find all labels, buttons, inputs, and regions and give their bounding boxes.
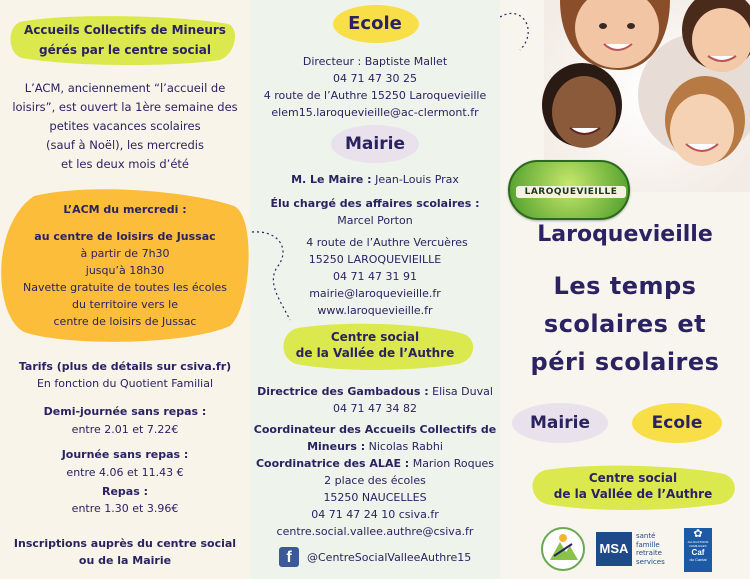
msa-line: famille xyxy=(636,540,660,549)
ecole-address: 4 route de l’Authre 15250 Laroquevieille xyxy=(263,89,487,102)
title-line-1: Les temps xyxy=(553,272,697,300)
mairie-tag: Mairie xyxy=(530,413,590,433)
panel-right xyxy=(500,0,750,579)
meal-price: entre 1.30 et 3.96€ xyxy=(71,502,179,515)
day-price: entre 4.06 et 11.43 € xyxy=(66,466,184,479)
facebook-icon[interactable]: f xyxy=(279,547,299,567)
cs-address-1: 2 place des écoles xyxy=(324,474,426,487)
mairie-address-2: 15250 LAROQUEVIEILLE xyxy=(308,253,442,266)
msa-line: santé xyxy=(636,532,656,540)
msa-icon: MSA xyxy=(596,532,632,566)
mairie-address-1: 4 route de l’Authre Vercuères xyxy=(306,236,468,249)
msa-logo xyxy=(596,530,670,570)
inscriptions: Inscriptions auprès du centre social ou de la Mairie xyxy=(13,537,237,567)
maire-line: M. Le Maire : Jean-Louis Prax xyxy=(291,173,459,186)
laroquevieille-logo xyxy=(508,160,630,220)
panel-middle xyxy=(250,0,500,579)
centre-social-title: Centre social de la Vallée de l’Authre xyxy=(295,330,455,360)
msa-line: services xyxy=(636,557,665,566)
dotted-swirl xyxy=(250,230,310,330)
ecole-title: Ecole xyxy=(348,13,402,34)
tarifs-subtitle: En fonction du Quotient Familial xyxy=(36,377,214,390)
ecole-tag: Ecole xyxy=(651,413,703,433)
acm-intro: L’ACM, anciennement “l’accueil de loisirs”, est ouvert la 1ère semaine des petites vacances scolaires (sauf à Noël), les mercredis et les deux mois d’été xyxy=(12,81,238,171)
caf-line: du Cantal xyxy=(689,557,707,562)
directrice-line: Directrice des Gambadous : Elisa Duval xyxy=(257,385,493,398)
wednesday-details: à partir de 7h30 jusqu’à 18h30 Navette gratuite de toutes les écoles du territoire vers le centre de loisirs de Jussac xyxy=(22,247,228,328)
cs-tag: Centre social de la Vallée de l’Authre xyxy=(553,471,713,501)
directrice-phone: 04 71 47 34 82 xyxy=(333,402,417,415)
town-name: Laroquevieille xyxy=(537,222,713,247)
elu-label: Élu chargé des affaires scolaires : xyxy=(270,197,480,210)
half-day-label: Demi-journée sans repas : xyxy=(43,405,207,418)
half-day-price: entre 2.01 et 7.22€ xyxy=(71,423,179,436)
caf-line: ALLOCATIONS xyxy=(687,540,709,544)
mairie-phone: 04 71 47 31 91 xyxy=(333,270,417,283)
mairie-title: Mairie xyxy=(345,134,405,154)
caf-logo xyxy=(684,528,712,572)
wednesday-title: L’ACM du mercredi : xyxy=(63,203,187,216)
coordinateur-line: Mineurs : Nicolas Rabhi xyxy=(307,440,443,453)
day-label: Journée sans repas : xyxy=(61,448,189,461)
tarifs-title: Tarifs (plus de détails sur csiva.fr) xyxy=(18,360,232,373)
cs-address-2: 15250 NAUCELLES xyxy=(323,491,427,504)
mairie-website[interactable]: www.laroquevieille.fr xyxy=(317,304,433,317)
ecole-director: Directeur : Baptiste Mallet xyxy=(302,55,448,68)
coordinateur-label: Coordinateur des Accueils Collectifs de xyxy=(253,423,497,436)
cs-phone-web[interactable]: 04 71 47 24 10 csiva.fr xyxy=(311,508,439,521)
title-line-2: scolaires et xyxy=(543,310,707,338)
ecole-email[interactable]: elem15.laroquevieille@ac-clermont.fr xyxy=(271,106,479,119)
alae-line: Coordinatrice des ALAE : Marion Roques xyxy=(255,457,495,470)
facebook-handle[interactable]: @CentreSocialValleeAuthre15 xyxy=(307,551,472,564)
cs-email[interactable]: centre.social.vallee.authre@csiva.fr xyxy=(276,525,474,538)
centre-social-logo-icon xyxy=(540,526,586,572)
meal-label: Repas : xyxy=(101,485,148,498)
acm-title: Accueils Collectifs de Mineurs xyxy=(24,23,226,37)
msa-line: retraite xyxy=(636,549,662,557)
logo-text: LAROQUEVIEILLE xyxy=(516,186,626,198)
caf-flower-icon: ✿ xyxy=(693,528,703,540)
ecole-phone: 04 71 47 30 25 xyxy=(333,72,417,85)
mairie-email[interactable]: mairie@laroquevieille.fr xyxy=(309,287,441,300)
panel-left xyxy=(0,0,250,579)
wednesday-place: au centre de loisirs de Jussac xyxy=(34,230,216,243)
caf-line: Caf xyxy=(691,548,705,557)
caf-line: FAMILIALES xyxy=(689,544,707,548)
acm-subtitle: gérés par le centre social xyxy=(39,43,211,57)
elu-name: Marcel Porton xyxy=(337,214,413,227)
title-line-3: péri scolaires xyxy=(530,348,720,376)
